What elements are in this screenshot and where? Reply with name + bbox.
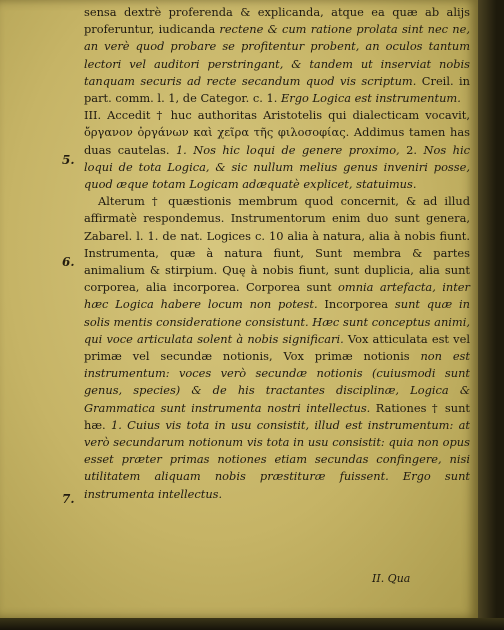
page-bottom-edge xyxy=(0,618,504,630)
roman-text: Rationes † sunt hæ. xyxy=(84,400,470,432)
text-block xyxy=(84,4,470,503)
roman-text: Alterum † quæstionis membrum quod concernit, & ad illud affirmatè respondemus. Instrumentorum enim duo sunt genera, Zabarel. l. 1. de nat. Logices c. 10 alia à natura, alia à nobis fiunt. Instrumenta, quæ à natura fiunt, Sunt membra & partes animalium & stirpium. Quę à nobis fiunt, sunt duplicia, alia sunt corporea, alia incorporea. Corporea sunt xyxy=(84,194,470,295)
roman-text: III. Accedit † huc authoritas Aristotelis qui dialecticam vocavit, ὄργανον ὀργάνων καὶ χεῖρα τῆς φιλοσοφίας. Addimus tamen has duas cautelas. xyxy=(84,108,470,157)
italic-text: omnia artefacta, inter hæc Logica habere locum non potest. xyxy=(84,280,470,312)
italic-text: 1. Nos hic loqui de genere proximo, xyxy=(175,142,407,157)
roman-text: Creil. in part. comm. l. 1, de Categor. c. 1. xyxy=(84,73,471,106)
italic-text: rectene & cum ratione prolata sint nec ne, an verè quod probare se profitentur probent, an oculos tantum lectori vel auditori perstringant, & tandem ut inserviat nobis tanquam securis ad recte secandum quod vis scriptum. xyxy=(84,22,470,88)
italic-text: Nos hic loqui de tota Logica, & sic nullum melius genus inveniri posse, quod æque totam Logicam adæquatè explicet, statuimus. xyxy=(84,142,470,192)
book-gutter xyxy=(478,0,504,630)
margin-note-6: 6. xyxy=(62,255,75,269)
roman-text: Vox atticulata est vel primæ vel secundæ notionis, Vox primæ notionis xyxy=(84,331,470,364)
italic-text: sunt quæ in solis mentis consideratione consistunt. Hæc sunt conceptus animi, qui voce articulata solent à nobis significari. xyxy=(84,297,470,346)
roman-text: 2. xyxy=(406,142,424,157)
roman-text: sensa dextrè proferenda & explicanda, atque ea quæ ab alijs proferuntur, iudicanda xyxy=(84,5,470,37)
paragraph-2 xyxy=(84,107,470,193)
italic-text: non est instrumentum: voces verò secundæ notionis (cuiusmodi sunt genus, species) & de his tractantes disciplinæ, Logica & Grammatica sunt instrumenta nostri intellectus. xyxy=(84,349,470,415)
paragraph-3 xyxy=(84,193,470,503)
italic-text: Ergo Logica est instrumentum. xyxy=(280,91,461,106)
roman-text: Incorporea xyxy=(317,297,395,312)
paragraph-1 xyxy=(84,4,470,107)
italic-text: 1. Cuius vis tota in usu consistit, illud est instrumentum: at verò secundarum notionum vis tota in usu consistit: quia non opus esset præter primas notiones etiam secundas confingere, nisi utilitatem aliquam nobis præstituræ fuissent. Ergo sunt instrumenta intellectus. xyxy=(84,417,470,501)
margin-note-7: 7. xyxy=(62,492,75,506)
catchword: II. Qua xyxy=(372,572,411,585)
margin-note-5: 5. xyxy=(62,153,75,167)
